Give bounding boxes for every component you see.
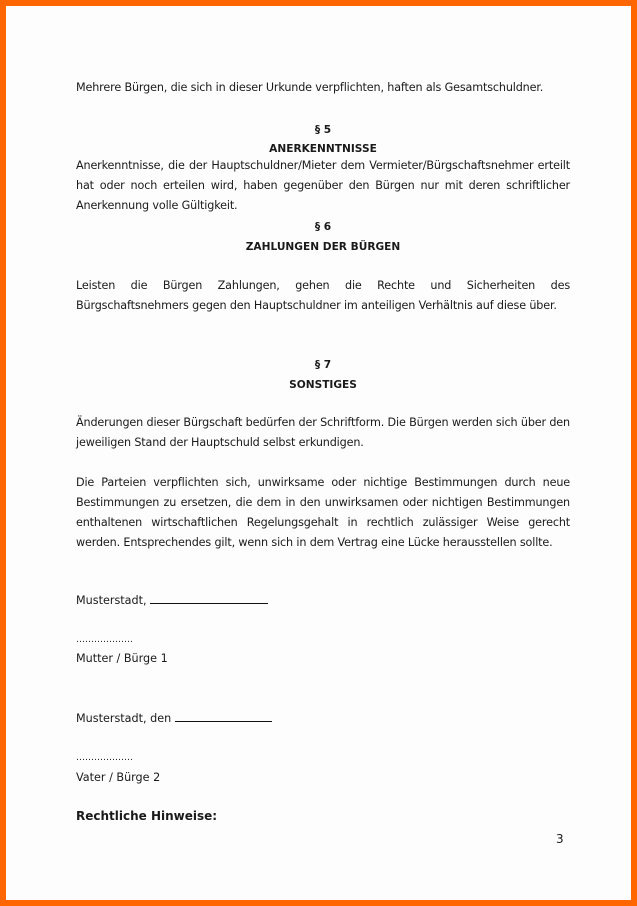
document-page <box>6 6 631 900</box>
signature-2-line: ………………. <box>76 753 133 763</box>
signature-2-date-field[interactable] <box>175 711 272 722</box>
signature-1-date-field[interactable] <box>150 593 268 604</box>
signature-1-place <box>76 593 268 609</box>
section-6-title: ZAHLUNGEN DER BÜRGEN <box>245 241 401 253</box>
signature-1-line: ………………. <box>76 635 133 645</box>
signature-1-place-label: Musterstadt, <box>76 594 147 607</box>
section-5-title: ANERKENNTNISSE <box>269 143 377 155</box>
section-5-paragraph: Anerkenntnisse, die der Hauptschuldner/Mieter dem Vermieter/Bürgschaftsnehmer erteilt hat oder noch erteilen wird, haben gegenüber den Bürgen nur mit deren schriftlicher Anerkennung volle Gültigkeit. <box>76 159 570 212</box>
section-7-number: § 7 <box>314 359 332 371</box>
signature-2-place <box>76 711 272 727</box>
section-6-number: § 6 <box>314 221 332 233</box>
signature-2-place-label: Musterstadt, den <box>76 712 172 725</box>
page-number: 3 <box>556 832 564 846</box>
section-6-paragraph: Leisten die Bürgen Zahlungen, gehen die Rechte und Sicherheiten des Bürgschaftsnehmers gegen den Hauptschuldner im anteiligen Verhältnis auf diese über. <box>76 279 570 312</box>
signature-2-role: Vater / Bürge 2 <box>76 771 161 784</box>
legal-notes-heading: Rechtliche Hinweise: <box>76 809 218 823</box>
intro-paragraph: Mehrere Bürgen, die sich in dieser Urkunde verpflichten, haften als Gesamtschuldner. <box>76 81 544 94</box>
section-7-paragraph-1: Änderungen dieser Bürgschaft bedürfen der Schriftform. Die Bürgen werden sich über den jeweiligen Stand der Hauptschuld selbst erkundigen. <box>76 416 570 449</box>
section-5-number: § 5 <box>314 124 332 136</box>
section-7-paragraph-2: Die Parteien verpflichten sich, unwirksame oder nichtige Bestimmungen durch neue Bestimmungen zu ersetzen, die dem in den unwirksamen oder nichtigen Bestimmungen enthaltenen wirtschaftlichen Regelungsgehalt in rechtlich zulässiger Weise gerecht werden. Entsprechendes gilt, wenn sich in dem Vertrag eine Lücke herausstellen sollte. <box>76 476 570 549</box>
section-7-title: SONSTIGES <box>289 379 357 391</box>
signature-1-role: Mutter / Bürge 1 <box>76 652 168 665</box>
